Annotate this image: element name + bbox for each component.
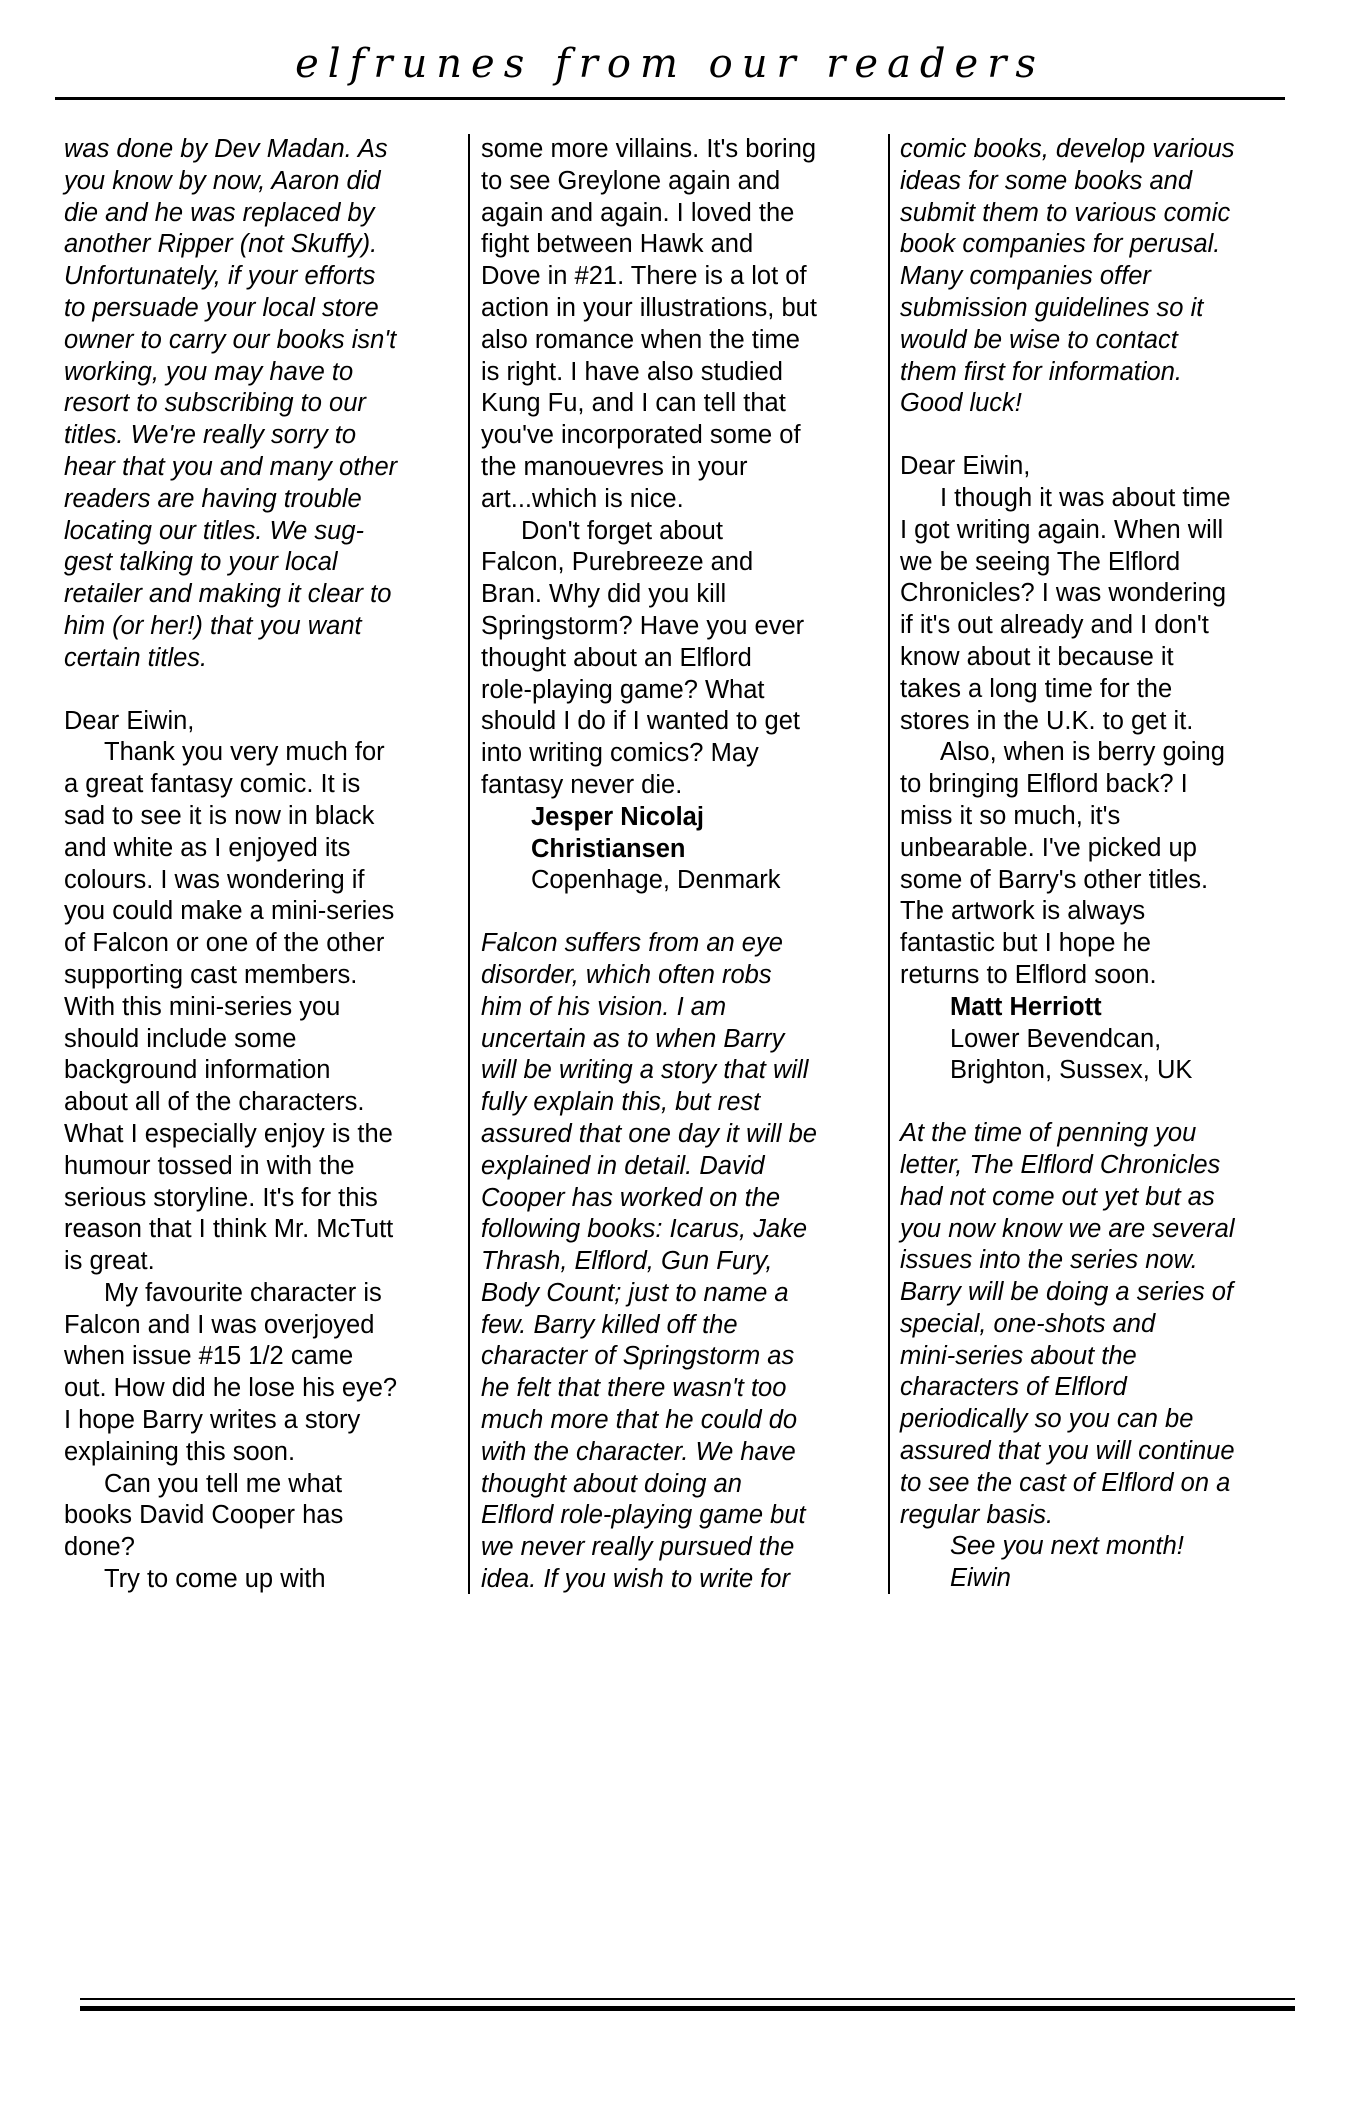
text-line: I hope Barry writes a story	[64, 1406, 361, 1435]
text-line: issues into the series now.	[900, 1246, 1198, 1275]
text-line: done?	[64, 1533, 135, 1562]
text-line: know about it because it	[900, 642, 1174, 671]
text-line: reason that I think Mr. McTutt	[64, 1215, 394, 1244]
text-line: Springstorm? Have you ever	[481, 611, 805, 640]
text-line: Bran. Why did you kill	[481, 580, 727, 609]
text-line: assured that you will continue	[900, 1437, 1235, 1466]
text-line: resort to subscribing to our	[64, 389, 366, 418]
text-line: fight between Hawk and	[481, 230, 754, 259]
text-line: explained in detail. David	[481, 1151, 765, 1180]
text-line: is right. I have also studied	[481, 357, 783, 386]
text-line: returns to Elflord soon.	[900, 960, 1157, 989]
text-line: The artwork is always	[900, 897, 1146, 926]
text-line: fantastic but I hope he	[900, 929, 1151, 958]
text-line: Try to come up with	[104, 1565, 326, 1594]
text-line: them first for information.	[900, 357, 1183, 386]
text-line: should I do if I wanted to get	[481, 707, 800, 736]
text-line: supporting cast members.	[64, 960, 358, 989]
text-line: out. How did he lose his eye?	[64, 1374, 398, 1403]
text-line: him (or her!) that you want	[64, 611, 362, 640]
text-line: mini-series about the	[900, 1341, 1137, 1370]
page-header: elfrunes from our readers	[295, 41, 1045, 87]
text-line: characters of Elflord	[900, 1373, 1127, 1402]
text-line: Many companies offer	[900, 262, 1151, 291]
text-line: you could make a mini-series	[64, 897, 395, 926]
text-line: another Ripper (not Skuffy).	[64, 230, 378, 259]
text-line: Eiwin	[950, 1564, 1011, 1593]
text-line: some of Barry's other titles.	[900, 865, 1209, 894]
text-line: Body Count; just to name a	[481, 1278, 789, 1307]
text-line: explaining this soon.	[64, 1437, 296, 1466]
text-line: Thrash, Elflord, Gun Fury,	[481, 1247, 773, 1276]
text-line: about all of the characters.	[64, 1088, 365, 1117]
text-line: books David Cooper has	[64, 1501, 344, 1530]
text-line: titles. We're really sorry to	[64, 421, 357, 450]
text-line: Kung Fu, and I can tell that	[481, 389, 786, 418]
text-line: Christiansen	[531, 834, 686, 863]
text-line: with the character. We have	[481, 1437, 796, 1466]
text-line: Good luck!	[900, 389, 1022, 418]
text-line: Elflord role-playing game but	[481, 1501, 806, 1530]
text-line: Thank you very much for	[104, 738, 385, 767]
text-line: owner to carry our books isn't	[64, 325, 397, 354]
text-line: readers are having trouble	[64, 484, 362, 513]
text-line: Chronicles? I was wondering	[900, 579, 1226, 608]
text-line: idea. If you wish to write for	[481, 1565, 790, 1594]
text-line: retailer and making it clear to	[64, 580, 392, 609]
column-2	[481, 134, 876, 1596]
paragraph-gap	[64, 675, 454, 706]
text-line: Unfortunately, if your efforts	[64, 262, 376, 291]
text-line: we never really pursued the	[481, 1533, 795, 1562]
paragraph-gap	[900, 1087, 1300, 1118]
text-line: My favourite character is	[104, 1278, 382, 1307]
text-line: serious storyline. It's for this	[64, 1183, 378, 1212]
text-line: comic books, develop various	[900, 135, 1235, 163]
text-line: character of Springstorm as	[481, 1342, 795, 1371]
footer-rule-thick	[80, 2006, 1295, 2011]
text-line: Falcon suffers from an eye	[481, 929, 783, 958]
text-line: the manouevres in your	[481, 452, 748, 481]
paragraph-gap	[481, 897, 876, 928]
text-line: miss it so much, it's	[900, 801, 1121, 830]
text-line: few. Barry killed off the	[481, 1310, 738, 1339]
text-line: Don't forget about	[521, 516, 723, 545]
text-line: working, you may have to	[64, 357, 354, 386]
text-line: periodically so you can be	[900, 1405, 1194, 1434]
text-line: he felt that there wasn't too	[481, 1374, 787, 1403]
column-divider-2	[888, 134, 890, 1594]
text-line: humour tossed in with the	[64, 1151, 355, 1180]
text-line: Matt Herriott	[950, 992, 1102, 1021]
text-line: Barry will be doing a series of	[900, 1278, 1234, 1307]
text-line: would be wise to contact	[900, 325, 1178, 354]
text-line: colours. I was wondering if	[64, 865, 365, 894]
text-line: him of his vision. I am	[481, 992, 727, 1021]
text-line: also romance when the time	[481, 325, 800, 354]
text-line: role-playing game? What	[481, 675, 765, 704]
text-line: gest talking to your local	[64, 548, 338, 577]
header-rule	[55, 97, 1285, 100]
text-line: much more that he could do	[481, 1406, 798, 1435]
text-line: fantasy never die.	[481, 770, 683, 799]
text-line: submit them to various comic	[900, 198, 1231, 227]
text-line: Lower Bevendcan,	[950, 1024, 1162, 1053]
text-line: to see the cast of Elflord on a	[900, 1468, 1231, 1497]
text-line: of Falcon or one of the other	[64, 929, 385, 958]
text-line: I though it was about time	[940, 483, 1231, 512]
text-line: fully explain this, but rest	[481, 1088, 761, 1117]
footer-rule-thin	[80, 1998, 1295, 2000]
text-line: certain titles.	[64, 643, 208, 672]
text-line: Also, when is berry going	[940, 738, 1225, 767]
text-line: a great fantasy comic. It is	[64, 770, 361, 799]
text-line: thought about doing an	[481, 1469, 742, 1498]
text-line: to persuade your local store	[64, 293, 379, 322]
text-line: Cooper has worked on the	[481, 1183, 781, 1212]
text-line: disorder, which often robs	[481, 960, 772, 989]
text-line: some more villains. It's boring	[481, 135, 817, 163]
text-line: to see Greylone again and	[481, 166, 781, 195]
text-line: Falcon, Purebreeze and	[481, 548, 754, 577]
paragraph-gap	[900, 420, 1300, 451]
text-line: you now know we are several	[900, 1214, 1235, 1243]
text-line: Brighton, Sussex, UK	[950, 1056, 1193, 1085]
column-1	[64, 134, 454, 1596]
text-line: thought about an Elflord	[481, 643, 752, 672]
text-line: following books: Icarus, Jake	[481, 1215, 807, 1244]
text-line: is great.	[64, 1247, 155, 1276]
text-line: if it's out already and I don't	[900, 611, 1209, 640]
text-line: takes a long time for the	[900, 674, 1173, 703]
column-divider-1	[468, 134, 470, 1594]
text-line: Jesper Nicolaj	[531, 802, 704, 831]
text-line: At the time of penning you	[900, 1119, 1197, 1148]
text-line: Falcon and I was overjoyed	[64, 1310, 375, 1339]
text-line: to bringing Elflord back? I	[900, 770, 1188, 799]
text-line: had not come out yet but as	[900, 1182, 1215, 1211]
text-line: you've incorporated some of	[481, 421, 801, 450]
text-line: Copenhage, Denmark	[531, 866, 781, 895]
text-line: See you next month!	[950, 1532, 1184, 1561]
text-line: submission guidelines so it	[900, 293, 1204, 322]
text-line: uncertain as to when Barry	[481, 1024, 785, 1053]
text-line: Dear Eiwin,	[900, 452, 1031, 481]
text-line: ideas for some books and	[900, 166, 1193, 195]
text-line: we be seeing The Elflord	[900, 547, 1181, 576]
text-line: action in your illustrations, but	[481, 293, 817, 322]
text-line: letter, The Elflord Chronicles	[900, 1150, 1221, 1179]
text-line: stores in the U.K. to get it.	[900, 706, 1194, 735]
text-line: assured that one day it will be	[481, 1119, 817, 1148]
text-line: What I especially enjoy is the	[64, 1119, 393, 1148]
text-line: and white as I enjoyed its	[64, 833, 351, 862]
text-line: die and he was replaced by	[64, 198, 375, 227]
text-line: Dove in #21. There is a lot of	[481, 262, 807, 291]
text-line: special, one-shots and	[900, 1309, 1156, 1338]
text-line: unbearable. I've picked up	[900, 833, 1197, 862]
text-line: I got writing again. When will	[900, 515, 1224, 544]
text-line: With this mini-series you	[64, 992, 341, 1021]
text-line: locating our titles. We sug-	[64, 516, 364, 545]
text-line: background information	[64, 1056, 331, 1085]
text-line: sad to see it is now in black	[64, 801, 375, 830]
text-line: regular basis.	[900, 1500, 1054, 1529]
text-line: art...which is nice.	[481, 484, 684, 513]
text-line: will be writing a story that will	[481, 1056, 809, 1085]
column-3	[900, 134, 1300, 1595]
text-line: Dear Eiwin,	[64, 706, 195, 735]
text-line: Can you tell me what	[104, 1469, 343, 1498]
text-line: into writing comics? May	[481, 739, 759, 768]
text-line: should include some	[64, 1024, 297, 1053]
text-line: hear that you and many other	[64, 452, 398, 481]
text-line: you know by now, Aaron did	[64, 166, 381, 195]
text-line: was done by Dev Madan. As	[64, 135, 388, 163]
text-line: again and again. I loved the	[481, 198, 795, 227]
text-line: when issue #15 1/2 came	[64, 1342, 354, 1371]
text-line: book companies for perusal.	[900, 230, 1221, 259]
